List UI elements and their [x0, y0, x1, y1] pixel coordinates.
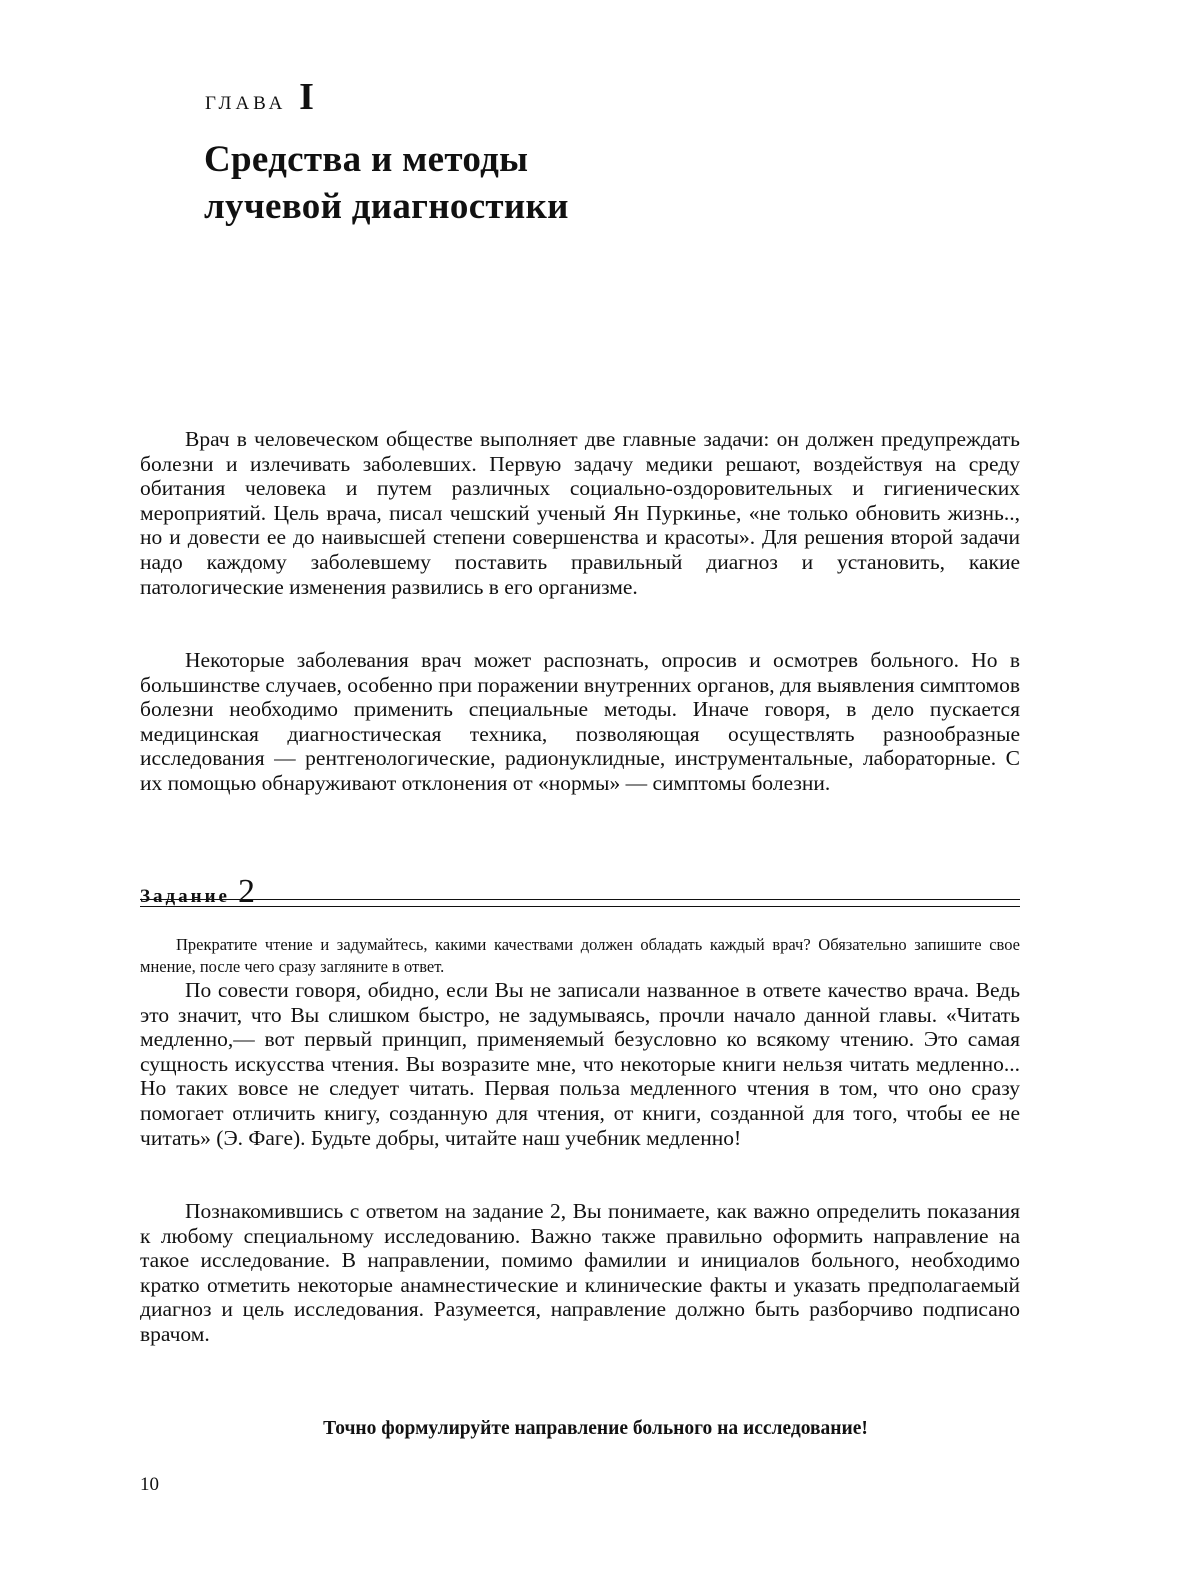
- task-heading: [140, 875, 255, 909]
- chapter-number: I: [299, 76, 314, 118]
- chapter-title-line-2: лучевой диагностики: [204, 186, 569, 227]
- chapter-title-line-1: Средства и методы: [204, 139, 529, 180]
- chapter-label-word: ГЛАВА: [205, 93, 287, 114]
- chapter-title: [204, 136, 569, 230]
- intro-paragraph-2: Некоторые заболевания врач может распознать, опросив и осмотрев больного. Но в большинстве случаев, особенно при поражении внутренних органов, для выявления симптомов болезни необходимо применить специальные методы. Иначе говоря, в дело пускается медицинская диагностическая техника, позволяющая осуществлять разнообразные исследования — рентгенологические, радионуклидные, инструментальные, лабораторные. С их помощью обнаруживают отклонения от «нормы» — симптомы болезни.: [140, 648, 1020, 795]
- task-heading-word: Задание: [140, 886, 230, 907]
- emphasis-statement: Точно формулируйте направление больного на исследование!: [323, 1418, 868, 1439]
- answer-paragraph-1: По совести говоря, обидно, если Вы не записали названное в ответе качество врача. Ведь это значит, что Вы слишком быстро, не задумываясь, прочли начало данной главы. «Читать медленно,— вот первый принцип, применяемый безусловно ко всякому чтению. Это самая сущность искусства чтения. Вы возразите мне, что некоторые книги нельзя читать медленно... Но таких вовсе не следует читать. Первая польза медленного чтения в том, что оно сразу помогает отличить книгу, созданную для чтения, от книги, созданной для того, чтобы ее не читать» (Э. Фаге). Будьте добры, читайте наш учебник медленно!: [140, 978, 1020, 1150]
- task-rule-top: [140, 899, 1020, 900]
- page-number: 10: [140, 1474, 159, 1495]
- intro-paragraph-1: Врач в человеческом обществе выполняет две главные задачи: он должен предупреждать болезни и излечивать заболевших. Первую задачу медики решают, воздействуя на среду обитания человека и путем различных социально-оздоровительных и гигиенических мероприятий. Цель врача, писал чешский ученый Ян Пуркинье, «не только обновить жизнь.., но и довести ее до наивысшей степени совершенства и красоты». Для решения второй задачи надо каждому заболевшему поставить правильный диагноз и установить, какие патологические изменения развились в его организме.: [140, 427, 1020, 599]
- answer-paragraph-2: Познакомившись с ответом на задание 2, Вы понимаете, как важно определить показания к любому специальному исследованию. Важно также правильно оформить направление на такое исследование. В направлении, помимо фамилии и инициалов больного, необходимо кратко отметить некоторые анамнестические и клинические факты и указать предполагаемый диагноз и цель исследования. Разумеется, направление должно быть разборчиво подписано врачом.: [140, 1199, 1020, 1346]
- task-text: Прекратите чтение и задумайтесь, какими качествами должен обладать каждый врач? Обязательно запишите свое мнение, после чего сразу загляните в ответ.: [140, 935, 1020, 976]
- task-heading-number: 2: [237, 873, 255, 910]
- task-rule-bottom: [140, 906, 1020, 907]
- chapter-label: [205, 78, 314, 116]
